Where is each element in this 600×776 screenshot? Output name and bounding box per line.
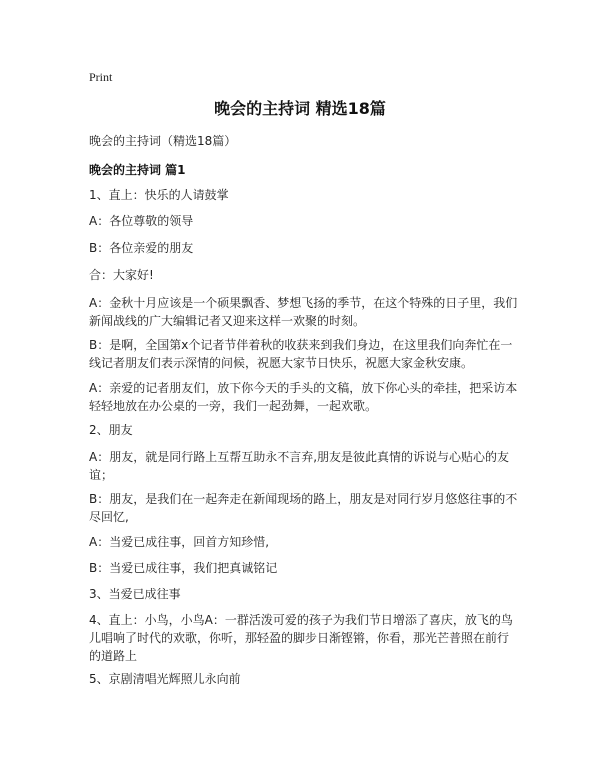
- print-label[interactable]: Print: [89, 70, 113, 84]
- paragraph: A：当爱已成往事，回首方知珍惜,: [89, 535, 270, 549]
- paragraph: 合：大家好!: [89, 268, 154, 282]
- paragraph: A：金秋十月应该是一个硕果飘香、梦想飞扬的季节，在这个特殊的日子里，我们新闻战线的广大编辑记者又迎来这样一欢聚的时刻。: [89, 296, 518, 328]
- paragraph: A：各位尊敬的领导: [89, 214, 194, 228]
- paragraph: B：各位亲爱的朋友: [89, 241, 194, 255]
- paragraph: 4、直上：小鸟，小鸟A：一群活泼可爱的孩子为我们节日增添了喜庆，放飞的鸟儿唱响了时代的欢歌，你听，那轻盈的脚步日渐铿锵，你看，那光芒普照在前行的道路上: [89, 613, 513, 663]
- paragraph: A：亲爱的记者朋友们，放下你今天的手头的文稿，放下你心头的牵挂，把采访本轻轻地放在办公桌的一旁，我们一起劲舞，一起欢歌。: [89, 381, 518, 413]
- section-heading: 晚会的主持词 篇1: [89, 163, 186, 177]
- paragraph: B：是啊，全国第x个记者节伴着秋的收获来到我们身边，在这里我们向奔忙在一线记者朋友们表示深情的问候，祝愿大家节日快乐，祝愿大家金秋安康。: [89, 338, 513, 370]
- page-title: 晚会的主持词 精选18篇: [214, 99, 386, 118]
- document-subtitle: 晚会的主持词（精选18篇）: [89, 134, 237, 148]
- paragraph: B：当爱已成往事，我们把真诚铭记: [89, 561, 278, 575]
- paragraph: 1、直上：快乐的人请鼓掌: [89, 188, 229, 202]
- paragraph: 2、朋友: [89, 423, 133, 437]
- paragraph: 3、当爱已成往事: [89, 587, 181, 601]
- paragraph: 5、京剧清唱光辉照儿永向前: [89, 672, 241, 686]
- paragraph: B：朋友，是我们在一起奔走在新闻现场的路上，朋友是对同行岁月悠悠往事的不尽回忆,: [89, 492, 518, 524]
- paragraph: A：朋友，就是同行路上互帮互助永不言弃,朋友是彼此真情的诉说与心贴心的友谊；: [89, 450, 510, 482]
